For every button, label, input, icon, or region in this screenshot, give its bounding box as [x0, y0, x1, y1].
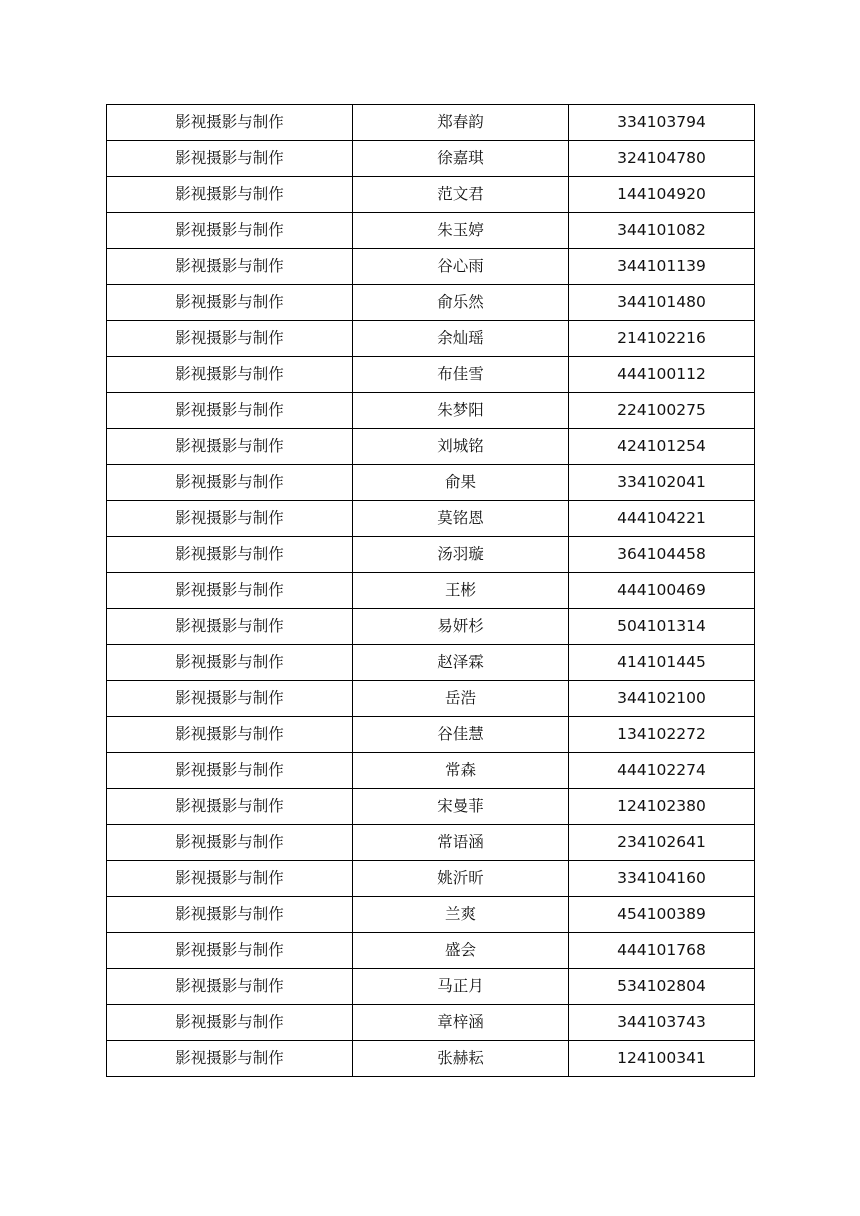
- table-row: [107, 105, 755, 141]
- major-cell: 影视摄影与制作: [107, 537, 353, 573]
- major-cell: 影视摄影与制作: [107, 969, 353, 1005]
- student-id-cell: 324104780: [569, 141, 755, 177]
- student-id-cell: 504101314: [569, 609, 755, 645]
- table-row: [107, 897, 755, 933]
- major-cell: 影视摄影与制作: [107, 609, 353, 645]
- table-row: [107, 357, 755, 393]
- student-name-cell: 张赫耘: [353, 1041, 569, 1077]
- student-name-cell: 朱梦阳: [353, 393, 569, 429]
- major-cell: 影视摄影与制作: [107, 897, 353, 933]
- student-name-cell: 汤羽璇: [353, 537, 569, 573]
- major-cell: 影视摄影与制作: [107, 789, 353, 825]
- table-row: [107, 321, 755, 357]
- student-id-cell: 444100469: [569, 573, 755, 609]
- major-cell: 影视摄影与制作: [107, 645, 353, 681]
- student-name-cell: 岳浩: [353, 681, 569, 717]
- table-row: [107, 285, 755, 321]
- table-row: [107, 1041, 755, 1077]
- table-row: [107, 969, 755, 1005]
- student-id-cell: 214102216: [569, 321, 755, 357]
- table-row: [107, 393, 755, 429]
- major-cell: 影视摄影与制作: [107, 861, 353, 897]
- table-row: [107, 573, 755, 609]
- table-row: [107, 213, 755, 249]
- major-cell: 影视摄影与制作: [107, 573, 353, 609]
- major-cell: 影视摄影与制作: [107, 177, 353, 213]
- student-name-cell: 马正月: [353, 969, 569, 1005]
- major-cell: 影视摄影与制作: [107, 933, 353, 969]
- student-name-cell: 郑春韵: [353, 105, 569, 141]
- student-id-cell: 444104221: [569, 501, 755, 537]
- major-cell: 影视摄影与制作: [107, 717, 353, 753]
- table-row: [107, 501, 755, 537]
- major-cell: 影视摄影与制作: [107, 321, 353, 357]
- student-name-cell: 盛会: [353, 933, 569, 969]
- student-name-cell: 宋曼菲: [353, 789, 569, 825]
- table-row: [107, 537, 755, 573]
- student-name-cell: 谷佳慧: [353, 717, 569, 753]
- student-name-cell: 余灿瑶: [353, 321, 569, 357]
- major-cell: 影视摄影与制作: [107, 429, 353, 465]
- student-id-cell: 344101082: [569, 213, 755, 249]
- table-row: [107, 1005, 755, 1041]
- student-roster-table: [106, 104, 755, 1077]
- table-row: [107, 609, 755, 645]
- student-name-cell: 谷心雨: [353, 249, 569, 285]
- major-cell: 影视摄影与制作: [107, 681, 353, 717]
- table-row: [107, 825, 755, 861]
- major-cell: 影视摄影与制作: [107, 465, 353, 501]
- major-cell: 影视摄影与制作: [107, 213, 353, 249]
- table-row: [107, 429, 755, 465]
- student-name-cell: 刘城铭: [353, 429, 569, 465]
- student-id-cell: 344101139: [569, 249, 755, 285]
- student-name-cell: 常语涵: [353, 825, 569, 861]
- table-row: [107, 249, 755, 285]
- major-cell: 影视摄影与制作: [107, 141, 353, 177]
- student-name-cell: 徐嘉琪: [353, 141, 569, 177]
- student-name-cell: 赵泽霖: [353, 645, 569, 681]
- student-id-cell: 134102272: [569, 717, 755, 753]
- student-id-cell: 454100389: [569, 897, 755, 933]
- table-row: [107, 789, 755, 825]
- student-id-cell: 144104920: [569, 177, 755, 213]
- student-id-cell: 444100112: [569, 357, 755, 393]
- major-cell: 影视摄影与制作: [107, 1005, 353, 1041]
- student-name-cell: 莫铭恩: [353, 501, 569, 537]
- student-id-cell: 234102641: [569, 825, 755, 861]
- student-id-cell: 124100341: [569, 1041, 755, 1077]
- student-id-cell: 534102804: [569, 969, 755, 1005]
- table-row: [107, 141, 755, 177]
- table-row: [107, 717, 755, 753]
- student-name-cell: 俞乐然: [353, 285, 569, 321]
- table-row: [107, 645, 755, 681]
- major-cell: 影视摄影与制作: [107, 753, 353, 789]
- student-name-cell: 俞果: [353, 465, 569, 501]
- major-cell: 影视摄影与制作: [107, 501, 353, 537]
- student-id-cell: 344102100: [569, 681, 755, 717]
- student-name-cell: 姚沂昕: [353, 861, 569, 897]
- major-cell: 影视摄影与制作: [107, 825, 353, 861]
- student-name-cell: 易妍杉: [353, 609, 569, 645]
- table-row: [107, 933, 755, 969]
- student-id-cell: 334104160: [569, 861, 755, 897]
- student-name-cell: 朱玉婷: [353, 213, 569, 249]
- major-cell: 影视摄影与制作: [107, 285, 353, 321]
- student-id-cell: 344103743: [569, 1005, 755, 1041]
- student-id-cell: 444101768: [569, 933, 755, 969]
- student-id-cell: 334103794: [569, 105, 755, 141]
- student-name-cell: 范文君: [353, 177, 569, 213]
- student-id-cell: 444102274: [569, 753, 755, 789]
- major-cell: 影视摄影与制作: [107, 105, 353, 141]
- major-cell: 影视摄影与制作: [107, 393, 353, 429]
- student-name-cell: 布佳雪: [353, 357, 569, 393]
- student-id-cell: 424101254: [569, 429, 755, 465]
- roster-table-body: [107, 105, 755, 1077]
- student-id-cell: 224100275: [569, 393, 755, 429]
- student-id-cell: 334102041: [569, 465, 755, 501]
- student-name-cell: 兰爽: [353, 897, 569, 933]
- table-row: [107, 177, 755, 213]
- table-row: [107, 861, 755, 897]
- table-row: [107, 753, 755, 789]
- table-row: [107, 681, 755, 717]
- table-row: [107, 465, 755, 501]
- student-name-cell: 王彬: [353, 573, 569, 609]
- major-cell: 影视摄影与制作: [107, 249, 353, 285]
- student-name-cell: 常森: [353, 753, 569, 789]
- student-id-cell: 344101480: [569, 285, 755, 321]
- student-name-cell: 章梓涵: [353, 1005, 569, 1041]
- major-cell: 影视摄影与制作: [107, 1041, 353, 1077]
- student-id-cell: 414101445: [569, 645, 755, 681]
- major-cell: 影视摄影与制作: [107, 357, 353, 393]
- student-id-cell: 364104458: [569, 537, 755, 573]
- student-id-cell: 124102380: [569, 789, 755, 825]
